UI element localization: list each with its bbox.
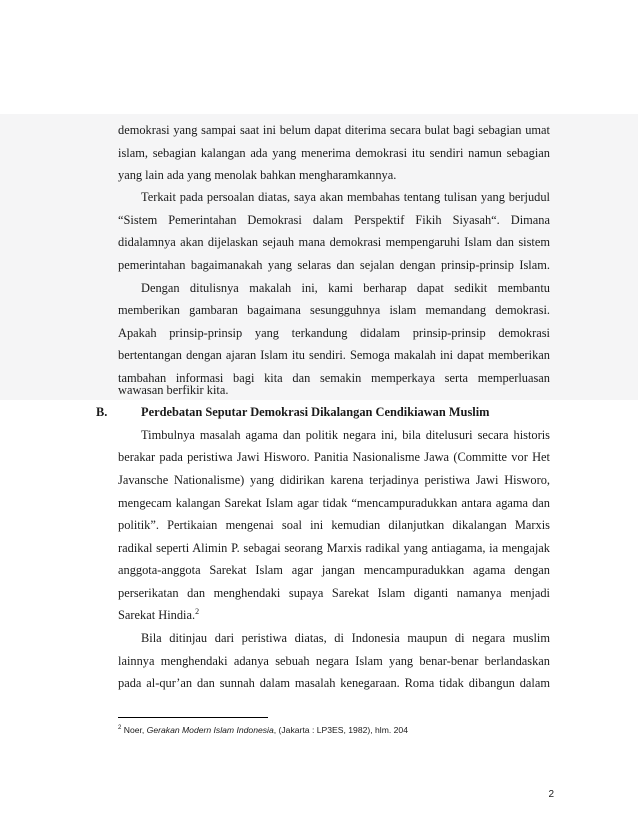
body-line: anggota-anggota Sarekat Islam agar jangan mencampuradukkan agama dengan xyxy=(118,563,550,577)
body-line: radikal seperti Alimin P. sebagai seorang Marxis radikal yang antiagama, ia mengajak xyxy=(118,541,550,555)
body-line: mengecam kalangan Sarekat Islam agar tidak “mencampuradukkan antara agama dan xyxy=(118,496,550,510)
body-line: didalamnya akan dijelaskan sejauh mana demokrasi mempengaruhi Islam dan sistem xyxy=(118,235,550,249)
body-line-with-footnote xyxy=(118,605,550,625)
body-line: tambahan informasi bagi kita dan semakin memperkaya serta memperluasan xyxy=(118,371,550,385)
body-line: yang lain ada yang menolak bahkan mengharamkannya. xyxy=(118,168,397,182)
body-line: Apakah prinsip-prinsip yang terkandung didalam prinsip-prinsip demokrasi xyxy=(118,326,550,340)
body-line: memberikan gambaran bagaimana sesungguhnya islam memandang demokrasi. xyxy=(118,303,550,317)
body-line: berakar pada peristiwa Jawi Hisworo. Panitia Nasionalisme Jawa (Committe vor Het xyxy=(118,450,550,464)
footnote-separator xyxy=(118,717,268,718)
body-line: wawasan berfikir kita. xyxy=(118,383,229,397)
body-line: Terkait pada persoalan diatas, saya akan membahas tentang tulisan yang berjudul xyxy=(141,190,550,204)
footnote xyxy=(118,723,558,737)
section-letter: B. xyxy=(96,405,108,419)
body-line: islam, sebagian kalangan ada yang menerima demokrasi itu sendiri namun sebagian xyxy=(118,146,550,160)
body-line: “Sistem Pemerintahan Demokrasi dalam Perspektif Fikih Siyasah“. Dimana xyxy=(118,213,550,227)
body-line: pada al-qur’an dan sunnah dalam masalah kenegaraan. Roma tidak dibangun dalam xyxy=(118,676,550,690)
body-line: pemerintahan bagaimanakah yang selaras dan sejalan dengan prinsip-prinsip Islam. xyxy=(118,258,550,272)
page-number: 2 xyxy=(548,789,554,800)
body-line: demokrasi yang sampai saat ini belum dapat diterima secara bulat bagi sebagian umat xyxy=(118,123,550,137)
body-line: Timbulnya masalah agama dan politik negara ini, bila ditelusuri secara historis xyxy=(141,428,550,442)
footnote-author: Noer, xyxy=(123,725,147,735)
footnote-publication: , (Jakarta : LP3ES, 1982), hlm. 204 xyxy=(273,725,408,735)
body-line: Javansche Nationalisme) yang didirikan karena terjadinya peristiwa Jawi Hisworo, xyxy=(118,473,550,487)
body-line: lainnya menghendaki adanya sebuah negara Islam yang benar-benar berlandaskan xyxy=(118,654,550,668)
section-heading: Perdebatan Seputar Demokrasi Dikalangan Cendikiawan Muslim xyxy=(141,405,490,419)
body-text: Sarekat Hindia. xyxy=(118,608,196,622)
body-line: politik”. Pertikaian mengenai soal ini kemudian dilanjutkan dikalangan Marxis xyxy=(118,518,550,532)
footnote-reference[interactable]: 2 xyxy=(195,606,200,616)
body-line: Bila ditinjau dari peristiwa diatas, di Indonesia maupun di negara muslim xyxy=(141,631,550,645)
body-line: bertentangan dengan ajaran Islam itu sendiri. Semoga makalah ini dapat memberikan xyxy=(118,348,550,362)
footnote-title: Gerakan Modern Islam Indonesia xyxy=(146,725,274,735)
body-line: perserikatan dan menghendaki supaya Sarekat Islam diganti namanya menjadi xyxy=(118,586,550,600)
body-line: Dengan ditulisnya makalah ini, kami berharap dapat sedikit membantu xyxy=(141,281,550,295)
footnote-number: 2 xyxy=(118,725,122,732)
